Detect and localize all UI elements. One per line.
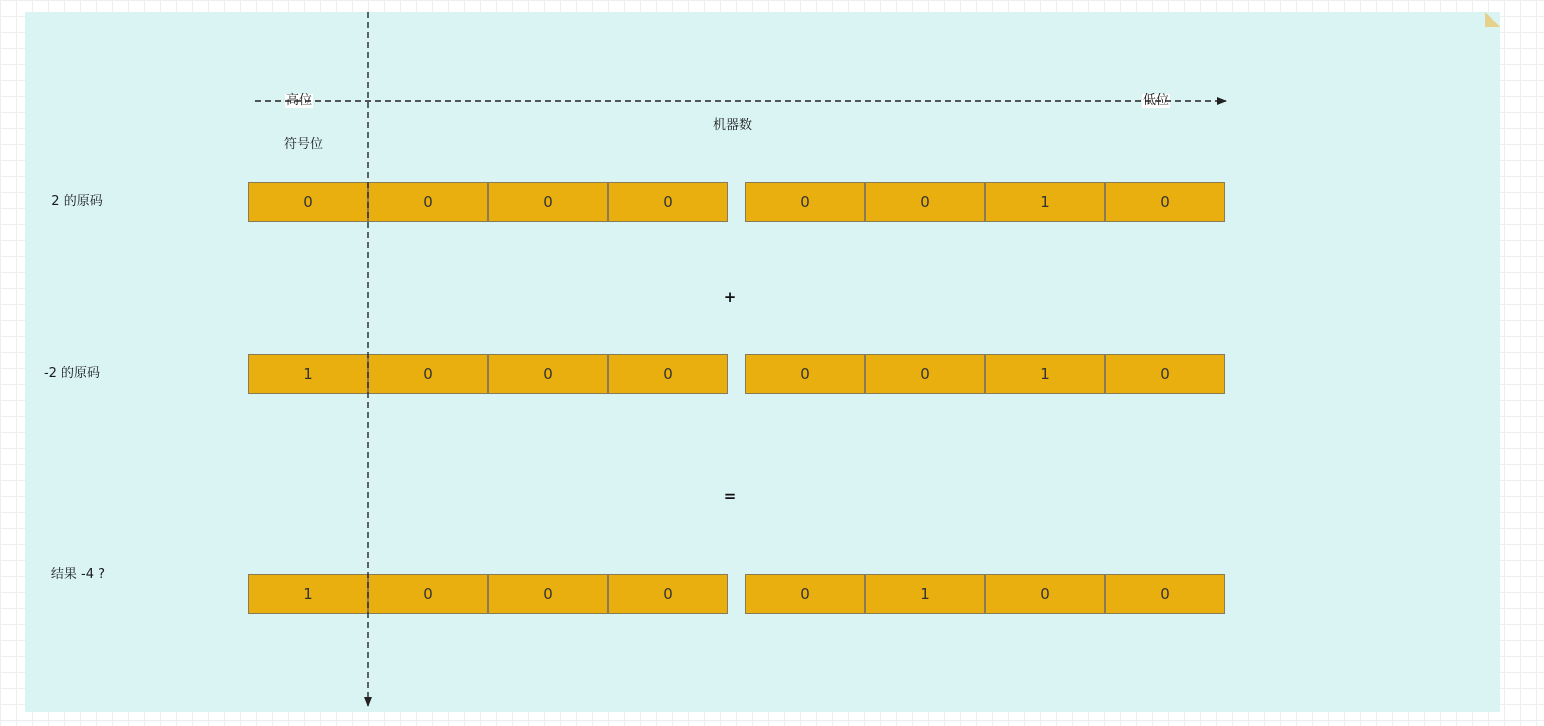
row-label-2-original: 2 的原码 bbox=[51, 194, 103, 209]
bit-cell: 0 bbox=[608, 354, 728, 394]
bit-cell: 1 bbox=[248, 574, 368, 614]
bit-cell: 1 bbox=[985, 354, 1105, 394]
bit-cell: 0 bbox=[488, 354, 608, 394]
plus-operator: + bbox=[723, 288, 737, 306]
bit-cell: 0 bbox=[865, 182, 985, 222]
bit-cell: 0 bbox=[745, 182, 865, 222]
row-label-neg2-original: -2 的原码 bbox=[43, 366, 101, 381]
bit-cell: 1 bbox=[865, 574, 985, 614]
bit-cell: 0 bbox=[985, 574, 1105, 614]
bit-cell: 1 bbox=[248, 354, 368, 394]
bit-cell: 0 bbox=[368, 354, 488, 394]
high-bit-label: 高位 bbox=[286, 93, 313, 108]
sign-bit-label: 符号位 bbox=[284, 137, 324, 152]
bit-cell: 0 bbox=[865, 354, 985, 394]
low-bit-label: 低位 bbox=[1143, 93, 1170, 108]
bit-cell: 0 bbox=[745, 574, 865, 614]
bit-cell: 0 bbox=[248, 182, 368, 222]
equals-operator: = bbox=[723, 487, 737, 505]
row-label-result: 结果 -4 ? bbox=[50, 567, 106, 582]
bit-cell: 0 bbox=[488, 182, 608, 222]
bit-cell: 0 bbox=[608, 182, 728, 222]
machine-number-caption: 机器数 bbox=[713, 118, 753, 133]
bit-cell: 0 bbox=[368, 574, 488, 614]
bit-cell: 0 bbox=[1105, 354, 1225, 394]
bit-cell: 0 bbox=[745, 354, 865, 394]
bit-cell: 0 bbox=[1105, 574, 1225, 614]
bit-cell: 0 bbox=[608, 574, 728, 614]
bit-cell: 0 bbox=[368, 182, 488, 222]
bit-cell: 1 bbox=[985, 182, 1105, 222]
bit-cell: 0 bbox=[488, 574, 608, 614]
bit-cell: 0 bbox=[1105, 182, 1225, 222]
